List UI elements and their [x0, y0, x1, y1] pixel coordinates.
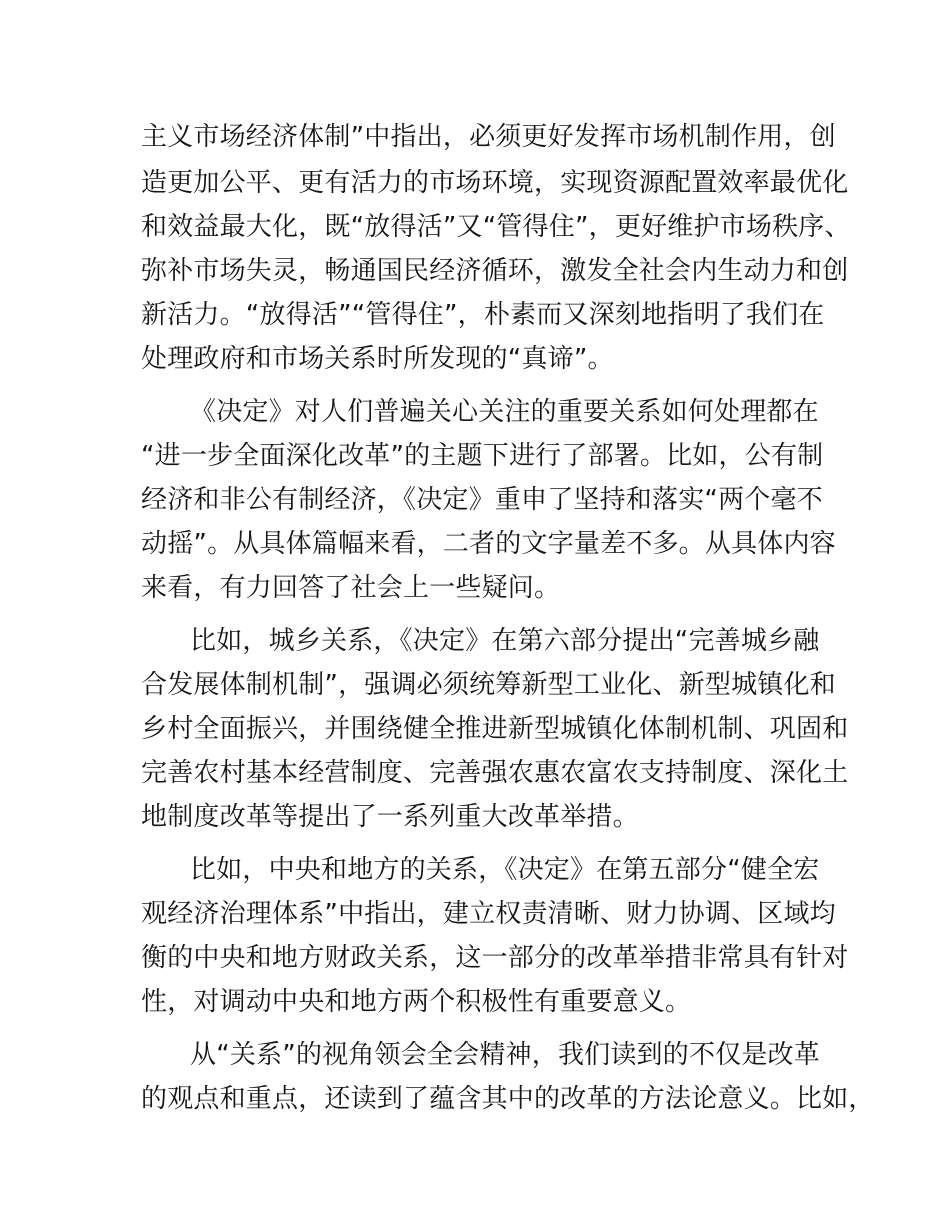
text-line: 动摇”。从具体篇幅来看，二者的文字量差不多。从具体内容: [141, 529, 836, 559]
paragraph-start-line: 比如，城乡关系，《决定》在第六部分提出“完善城乡融: [190, 626, 820, 656]
text-line: 性，对调动中央和地方两个积极性有重要意义。: [141, 987, 692, 1017]
text-line: “进一步全面深化改革”的主题下进行了部署。比如，公有制: [141, 441, 824, 471]
text-line: 衡的中央和地方财政关系，这一部分的改革举措非常具有针对: [141, 943, 849, 973]
paragraph-start-line: 从“关系”的视角领会全会精神，我们读到的不仅是改革: [190, 1040, 820, 1070]
text-line: 和效益最大化，既“放得活”又“管得住”，更好维护市场秩序、: [141, 212, 851, 242]
text-line: 新活力。“放得活”“管得住”，朴素而又深刻地指明了我们在: [141, 300, 825, 330]
text-line: 主义市场经济体制”中指出，必须更好发挥市场机制作用，创: [141, 122, 836, 152]
text-line: 地制度改革等提出了一系列重大改革举措。: [141, 802, 639, 832]
text-line: 的观点和重点，还读到了蕴含其中的改革的方法论意义。比如，: [141, 1084, 875, 1114]
text-line: 造更加公平、更有活力的市场环境，实现资源配置效率最优化: [141, 168, 849, 198]
text-line: 观经济治理体系”中指出，建立权责清晰、财力协调、区域均: [141, 899, 836, 929]
text-line: 乡村全面振兴，并围绕健全推进新型城镇化体制机制、巩固和: [141, 714, 849, 744]
text-line: 经济和非公有制经济，《决定》重申了坚持和落实“两个毫不: [141, 485, 823, 515]
text-line: 完善农村基本经营制度、完善强农惠农富农支持制度、深化土: [141, 758, 849, 788]
text-line: 处理政府和市场关系时所发现的“真谛”。: [141, 344, 614, 374]
text-line: 弥补市场失灵，畅通国民经济循环，激发全社会内生动力和创: [141, 256, 849, 286]
text-line: 来看，有力回答了社会上一些疑问。: [141, 573, 561, 603]
paragraph-start-line: 《决定》对人们普遍关心关注的重要关系如何处理都在: [190, 397, 819, 427]
paragraph-start-line: 比如，中央和地方的关系，《决定》在第五部分“健全宏: [190, 855, 820, 885]
text-line: 合发展体制机制”，强调必须统筹新型工业化、新型城镇化和: [141, 670, 836, 700]
